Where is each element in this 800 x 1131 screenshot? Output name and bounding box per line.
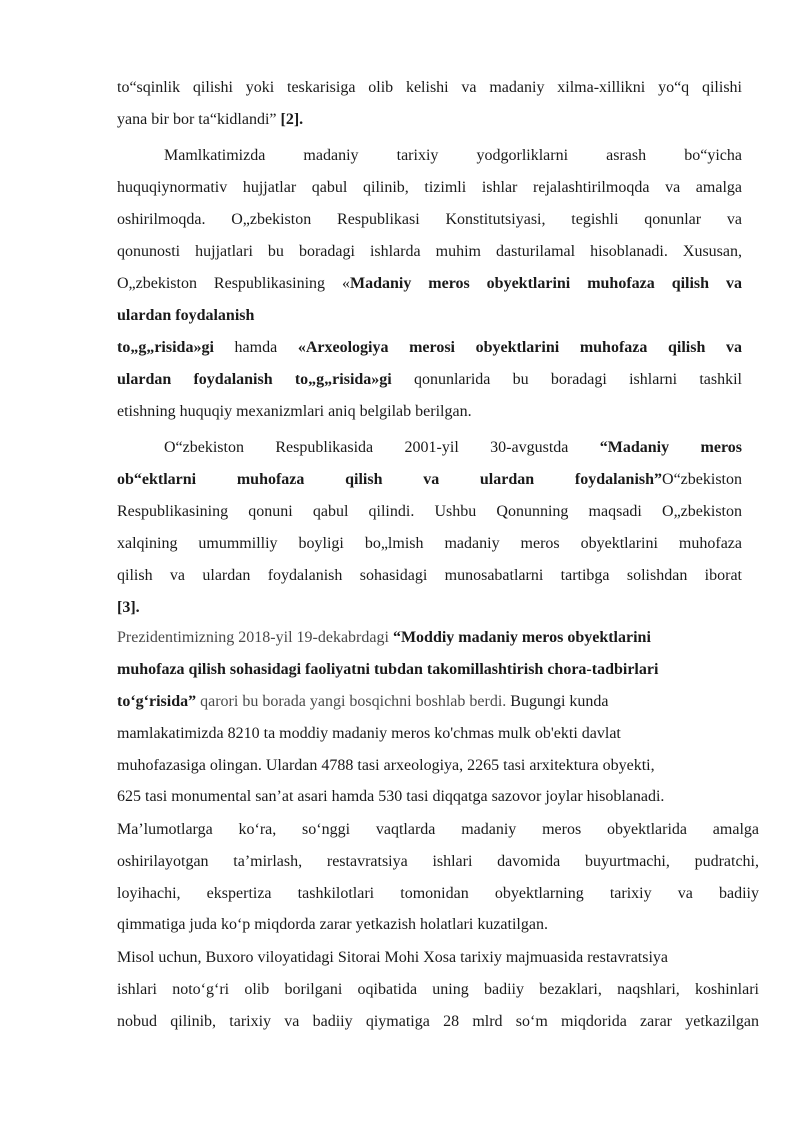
text-run: Ma’lumotlarga ko‘ra, so‘nggi vaqtlarda madaniy meros obyektlarida amalga [117, 821, 759, 838]
text-line [117, 242, 742, 262]
text-run: qonunlarida bu boradagi ishlarni tashkil [391, 371, 742, 388]
text-run: qarori bu borada yangi bosqichni boshlab berdi. [196, 693, 507, 710]
bold-text-run: «Arxeologiya merosi obyektlarini muhofaza qilish va [297, 339, 742, 356]
text-line [117, 470, 742, 490]
text-line [117, 110, 303, 130]
text-run: O„zbekiston Respublikasining « [117, 275, 350, 292]
text-line [117, 724, 621, 744]
text-run: nobud qilinib, tarixiy va badiiy qiymatiga 28 mlrd so‘m miqdorida zarar yetkazilgan [117, 1013, 759, 1030]
text-run: qimmatiga juda ko‘p miqdorda zarar yetkazish holatlari kuzatilgan. [117, 916, 548, 933]
bold-text-run: [2]. [280, 111, 304, 128]
bold-text-run: [3]. [117, 599, 140, 616]
text-line [117, 566, 742, 586]
text-run: O“zbekiston Respublikasida 2001-yil 30-avgustda [164, 439, 600, 456]
text-run: 625 tasi monumental san’at asari hamda 530 tasi diqqatga sazovor joylar hisoblanadi. [117, 788, 665, 805]
text-run: qonunosti hujjatlari bu boradagi ishlarda muhim dasturilamal hisoblanadi. Xususan, [117, 243, 742, 260]
text-line [117, 692, 608, 712]
text-run: oshirilayotgan ta’mirlash, restavratsiya ishlari davomida buyurtmachi, pudratchi, [117, 853, 759, 870]
text-line [117, 78, 742, 98]
text-line [117, 820, 759, 840]
text-run: yana bir bor ta“kidlandi” [117, 111, 281, 128]
text-line [117, 306, 254, 326]
text-line [117, 370, 742, 390]
text-line [117, 787, 664, 807]
text-line [117, 915, 548, 935]
text-line [117, 338, 742, 358]
text-run: to“sqinlik qilishi yoki teskarisiga olib kelishi va madaniy xilma-xillikni yo“q qilishi [117, 79, 742, 96]
text-line [117, 660, 658, 680]
text-run: ishlari noto‘g‘ri olib borilgani oqibatida uning badiiy bezaklari, naqshlari, koshinlari [117, 981, 759, 998]
text-run: Bugungi kunda [506, 693, 609, 710]
text-run: Respublikasining qonuni qabul qilindi. Ushbu Qonunning maqsadi O„zbekiston [117, 503, 742, 520]
text-line [164, 146, 742, 166]
text-line [164, 438, 742, 458]
text-run: oshirilmoqda. O„zbekiston Respublikasi Konstitutsiyasi, tegishli qonunlar va [117, 211, 742, 228]
text-run: O“zbekiston [662, 471, 742, 488]
bold-text-run: “Madaniy meros [599, 439, 742, 456]
bold-text-run: “Moddiy madaniy meros obyektlarini [392, 629, 651, 646]
text-run: xalqining umummilliy boyligi bo„lmish madaniy meros obyektlarini muhofaza [117, 535, 742, 552]
text-line [117, 274, 742, 294]
text-line [117, 628, 651, 648]
text-run: muhofazasiga olingan. Ulardan 4788 tasi arxeologiya, 2265 tasi arxitektura obyekti, [117, 757, 655, 774]
text-line [117, 598, 140, 618]
text-line [117, 756, 655, 776]
text-line [117, 178, 742, 198]
text-line [117, 534, 742, 554]
bold-text-run: ob“ektlarni muhofaza qilish va ulardan foydalanish” [117, 471, 663, 488]
text-line [117, 1012, 759, 1032]
text-run: Mamlkatimizda madaniy tarixiy yodgorliklarni asrash bo“yicha [164, 147, 742, 164]
text-line [117, 948, 668, 968]
text-line [117, 980, 759, 1000]
bold-text-run: Madaniy meros obyektlarini muhofaza qilish va [349, 275, 742, 292]
bold-text-run: to‘g‘risida” [117, 693, 197, 710]
text-run: mamlakatimizda 8210 ta moddiy madaniy meros ko'chmas mulk ob'ekti davlat [117, 725, 621, 742]
bold-text-run: ulardan foydalanish to„g„risida»gi [117, 371, 392, 388]
text-run: hamda [213, 339, 298, 356]
text-line [117, 502, 742, 522]
text-run: Misol uchun, Buxoro viloyatidagi Sitorai Mohi Xosa tarixiy majmuasida restavratsiya [117, 949, 669, 966]
bold-text-run: ulardan foydalanish [117, 307, 255, 324]
text-run: etishning huquqiy mexanizmlari aniq belgilab berilgan. [117, 403, 472, 420]
text-line [117, 852, 759, 872]
text-run: huquqiynormativ hujjatlar qabul qilinib, tizimli ishlar rejalashtirilmoqda va amalga [117, 179, 742, 196]
text-line [117, 210, 742, 230]
bold-text-run: to„g„risida»gi [117, 339, 214, 356]
text-line [117, 402, 472, 422]
text-run: Prezidentimizning 2018-yil 19-dekabrdagi [117, 629, 393, 646]
text-line [117, 884, 759, 904]
text-run: loyihachi, ekspertiza tashkilotlari tomonidan obyektlarning tarixiy va badiiy [117, 885, 759, 902]
bold-text-run: muhofaza qilish sohasidagi faoliyatni tubdan takomillashtirish chora-tadbirlari [117, 661, 659, 678]
text-run: qilish va ulardan foydalanish sohasidagi munosabatlarni tartibga solishdan iborat [117, 567, 742, 584]
